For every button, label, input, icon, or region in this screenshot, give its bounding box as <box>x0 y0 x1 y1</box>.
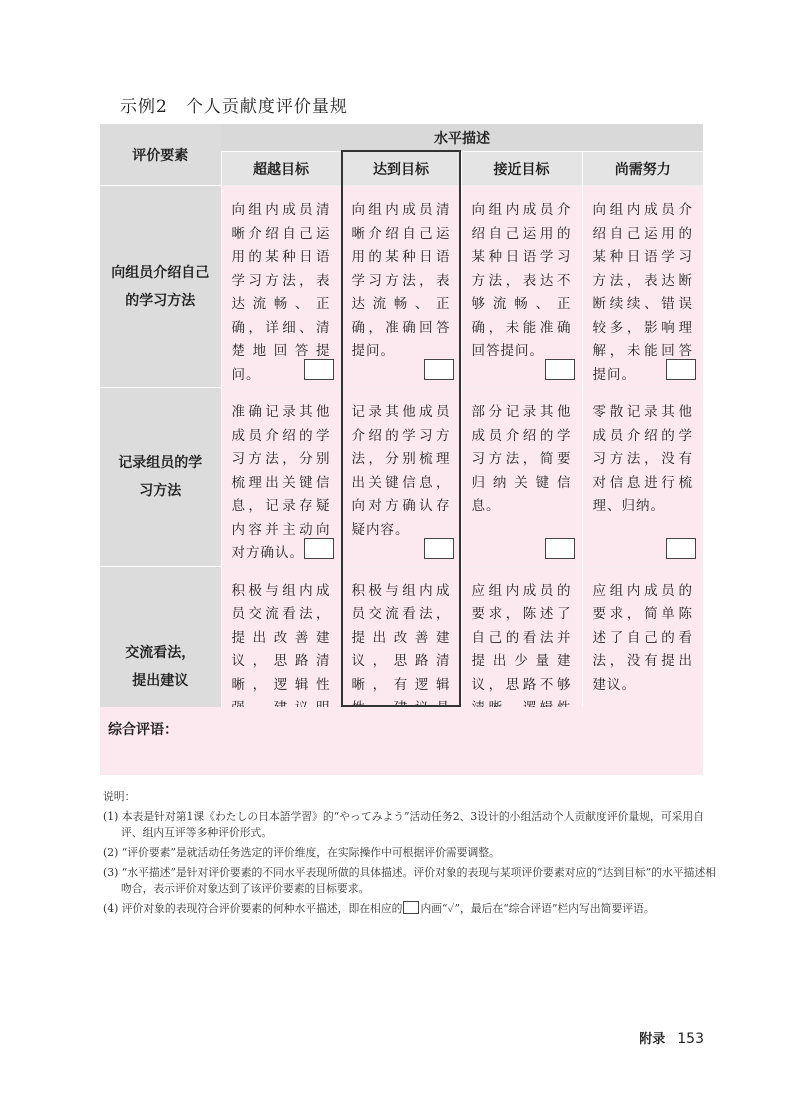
page-footer <box>639 1028 704 1047</box>
appendix-label: 附录 <box>639 1032 666 1047</box>
summary-comment-field[interactable] <box>100 707 703 775</box>
descriptor-cell <box>582 388 703 567</box>
criterion-record-method <box>100 388 221 567</box>
checkbox[interactable] <box>424 359 454 380</box>
checkbox[interactable] <box>666 538 696 559</box>
descriptor-cell <box>461 388 582 567</box>
rubric-table <box>100 124 703 768</box>
descriptor-cell <box>341 186 461 388</box>
level-meets-header: 达到目标 <box>341 152 461 186</box>
descriptor-text: 记录其他成员介绍的学习方法，分别梳理出关键信息，向对方确认存疑内容。 <box>351 404 451 538</box>
descriptor-text: 向组内成员介绍自己运用的某种日语学习方法，表达不够流畅、正确，未能准确回答提问。 <box>471 202 572 359</box>
checkbox[interactable] <box>304 538 334 559</box>
criterion-label: 交流看法，提出建议 <box>125 645 196 689</box>
checkbox[interactable] <box>666 359 696 380</box>
table-row <box>100 388 703 567</box>
note-item: (3) “水平描述”是针对评价要素的不同水平表现所做的具体描述。评价对象的表现与某项评价要素对应的“达到目标”的水平描述相吻合，表示评价对象达到了该评价要素的目标要求。 <box>103 866 717 895</box>
descriptor-cell <box>582 186 703 388</box>
descriptor-cell <box>221 388 341 567</box>
note-item: (2) “评价要素”是就活动任务选定的评价维度，在实际操作中可根据评价需要调整。 <box>103 846 500 859</box>
level-approaching-header: 接近目标 <box>461 152 582 186</box>
checkbox[interactable] <box>424 538 454 559</box>
descriptor-text: 应组内成员的要求，简单陈述了自己的看法，没有提出建议。 <box>592 582 693 693</box>
checkbox[interactable] <box>545 538 575 559</box>
notes-section <box>103 789 723 921</box>
note-item: (1) 本表是针对第1课《わたしの日本語学習》的“やってみよう”活动任务2、3设计的小组活动个人贡献度评价量规，可采用自评、组内互评等多种评价形式。 <box>103 810 705 839</box>
descriptor-text: 积极与组内成员交流看法，提出改善建议，思路清晰，逻辑性 <box>231 582 331 693</box>
descriptor-cell <box>341 388 461 567</box>
descriptor-text: 向组内成员清晰介绍自己运用的某种日语学习方法，表达流畅、正确，详细、清楚地回答提问。 <box>231 202 331 383</box>
criteria-header: 评价要素 <box>100 124 221 186</box>
summary-label: 综合评语： <box>108 722 178 738</box>
checkbox-icon <box>403 901 419 914</box>
descriptor-text: 应组内成员的要求，陈述了自己的看法并提出少量建议，思路不够 <box>471 582 572 693</box>
descriptor-text: 积极与组内成员交流看法，提出改善建议，思路清晰，有逻辑 <box>351 582 451 693</box>
level-header: 水平描述 <box>221 124 703 152</box>
level-needs-effort-header: 尚需努力 <box>582 152 703 186</box>
checkbox[interactable] <box>304 359 334 380</box>
descriptor-text: 向组内成员介绍自己运用的某种日语学习方法，表达断断续续、错误较多，影响理解，未能回答提问。 <box>592 202 693 383</box>
descriptor-text: 准确记录其他成员介绍的学习方法，分别梳理出关键信息，记录存疑内容并主动向对方确认。 <box>231 404 331 561</box>
criterion-introduce-method <box>100 186 221 388</box>
page-number: 153 <box>677 1031 704 1047</box>
criterion-label: 向组员介绍自己的学习方法 <box>111 264 210 309</box>
note-item-4-post: 内画“✓”，最后在“综合评语”栏内写出简要评语。 <box>420 902 655 915</box>
note-item-4-pre: (4) 评价对象的表现符合评价要素的何种水平描述，即在相应的 <box>103 902 403 915</box>
descriptor-cell <box>461 186 582 388</box>
note-item <box>103 901 723 917</box>
checkbox[interactable] <box>545 359 575 380</box>
level-exceeds-header: 超越目标 <box>221 152 341 186</box>
table-row <box>100 186 703 388</box>
rubric-table-container <box>100 124 703 768</box>
descriptor-cell <box>221 186 341 388</box>
notes-heading: 说明： <box>103 790 136 803</box>
descriptor-text: 向组内成员清晰介绍自己运用的某种日语学习方法，表达流畅、正确，准确回答提问。 <box>351 202 451 359</box>
descriptor-text: 零散记录其他成员介绍的学习方法，没有对信息进行梳理、归纳。 <box>592 404 693 514</box>
descriptor-text: 部分记录其他成员介绍的学习方法，简要归纳关键信息。 <box>471 404 572 514</box>
page-title: 示例2 个人贡献度评价量规 <box>120 97 348 117</box>
criterion-label: 记录组员的学习方法 <box>118 454 203 499</box>
